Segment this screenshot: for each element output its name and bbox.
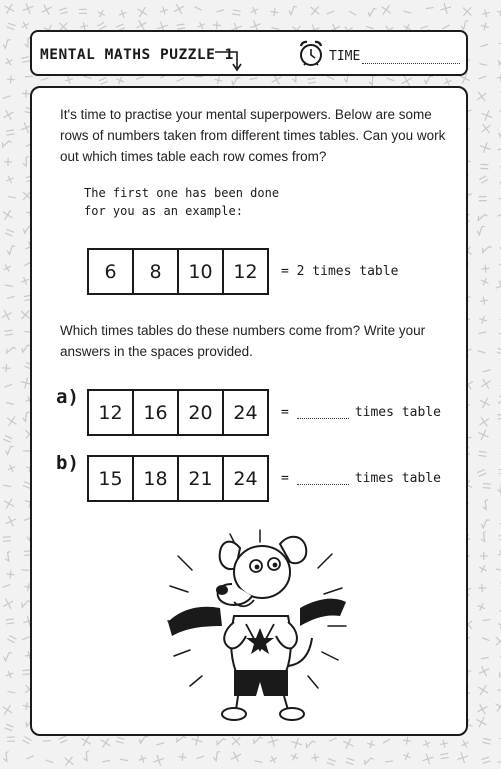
intro-text: It's time to practise your mental superpowers. Below are some rows of numbers taken from different times tables. Can you work out which times table each row comes from? xyxy=(60,107,446,164)
time-label: TIME xyxy=(329,49,361,64)
equals-sign: = xyxy=(281,405,289,420)
number-cell: 12 xyxy=(87,389,134,436)
problem-letter: a) xyxy=(56,386,79,408)
equals-sign: = xyxy=(281,471,289,486)
answer-line xyxy=(281,471,441,486)
number-cell: 8 xyxy=(132,248,179,295)
example-row xyxy=(87,248,398,295)
number-cell: 10 xyxy=(177,248,224,295)
alarm-clock-icon xyxy=(296,39,326,69)
answer-blank[interactable] xyxy=(297,484,349,485)
number-cell: 18 xyxy=(132,455,179,502)
number-cell: 6 xyxy=(87,248,134,295)
problem-letter: b) xyxy=(56,452,79,474)
header-bar xyxy=(30,30,468,76)
example-note: The first one has been done for you as an example: xyxy=(84,186,280,218)
number-cell: 16 xyxy=(132,389,179,436)
superhero-dog-illustration xyxy=(150,526,360,726)
number-cell: 20 xyxy=(177,389,224,436)
answer-line xyxy=(281,405,441,420)
puzzle-panel xyxy=(30,86,468,736)
problem-row-a xyxy=(87,389,441,436)
times-table-label: times table xyxy=(354,471,441,486)
time-entry-line[interactable] xyxy=(362,63,460,64)
number-cell: 21 xyxy=(177,455,224,502)
number-cell: 24 xyxy=(222,455,269,502)
question-text: Which times tables do these numbers come from? Write your answers in the spaces provided. xyxy=(60,323,426,359)
bent-arrow-icon xyxy=(213,48,247,74)
answer-blank[interactable] xyxy=(297,418,349,419)
times-table-label: times table xyxy=(354,405,441,420)
number-cell: 24 xyxy=(222,389,269,436)
problem-row-b xyxy=(87,455,441,502)
number-cell: 15 xyxy=(87,455,134,502)
number-cell: 12 xyxy=(222,248,269,295)
puzzle-title: MENTAL MATHS PUZZLE 1 xyxy=(40,47,234,63)
example-answer: = 2 times table xyxy=(281,264,399,279)
